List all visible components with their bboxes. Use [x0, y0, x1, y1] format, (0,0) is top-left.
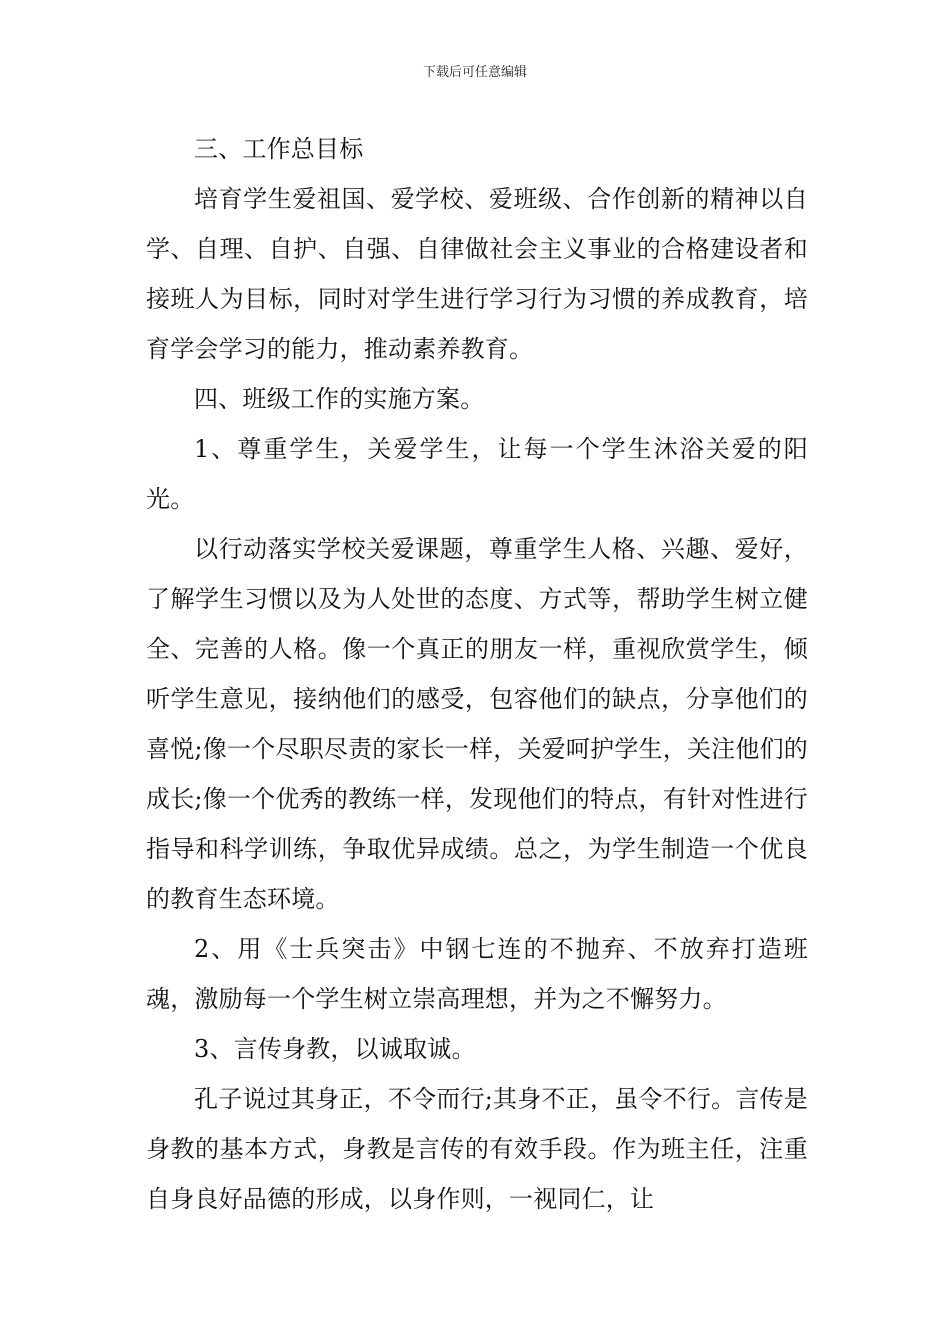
page-header: 下载后可任意编辑	[422, 65, 527, 80]
paragraph-item-1: 以行动落实学校关爱课题，尊重学生人格、兴趣、爱好，了解学生习惯以及为人处世的态度、方式等，帮助学生树立健全、完善的人格。像一个真正的朋友一样，重视欣赏学生，倾听学生意见，接纳他们的感受，包容他们的缺点，分享他们的喜悦;像一个尽职尽责的家长一样，关爱呵护学生，关注他们的成长;像一个优秀的教练一样，发现他们的特点，有针对性进行指导和科学训练，争取优异成绩。总之，为学生制造一个优良的教育生态环境。	[146, 535, 808, 913]
document-body	[146, 124, 808, 1224]
section-heading-goals: 三、工作总目标	[194, 135, 364, 163]
item-heading-1: 1、尊重学生，关爱学生，让每一个学生沐浴关爱的阳光。	[146, 435, 808, 513]
section-heading-plan: 四、班级工作的实施方案。	[194, 385, 485, 413]
item-heading-2: 2、用《士兵突击》中钢七连的不抛弃、不放弃打造班魂，激励每一个学生树立崇高理想，并为之不懈努力。	[146, 935, 808, 1013]
item-heading-3: 3、言传身教，以诚取诚。	[194, 1035, 476, 1063]
paragraph-item-3: 孔子说过其身正，不令而行;其身不正，虽令不行。言传是身教的基本方式，身教是言传的有效手段。作为班主任，注重自身良好品德的形成，以身作则，一视同仁，让	[146, 1085, 808, 1213]
paragraph-goals: 培育学生爱祖国、爱学校、爱班级、合作创新的精神以自学、自理、自护、自强、自律做社会主义事业的合格建设者和接班人为目标，同时对学生进行学习行为习惯的养成教育，培育学会学习的能力，推动素养教育。	[146, 185, 808, 363]
